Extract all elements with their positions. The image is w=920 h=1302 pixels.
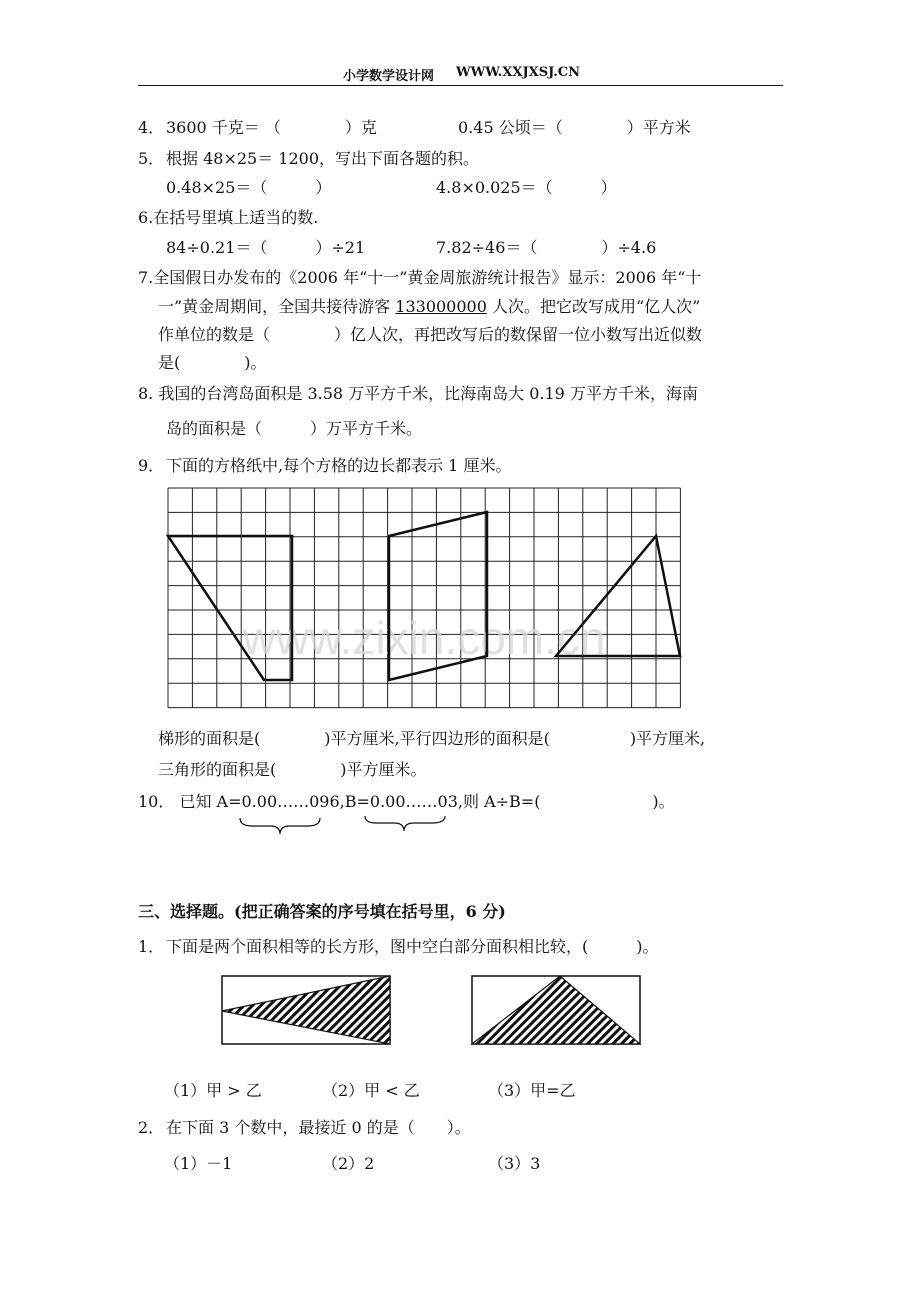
q6-text: 6.在括号里填上适当的数.: [138, 208, 319, 227]
q7-line3: 作单位的数是（ ）亿人次，再把改写后的数保留一位小数写出近似数: [158, 325, 703, 344]
q9-answer-line2: 三角形的面积是( )平方厘米。: [158, 760, 427, 779]
q7-line2-pre: 一”黄金周期间，全国共接待游客: [158, 297, 396, 316]
c2-number: 2．: [138, 1118, 165, 1137]
q5-number: 5．: [138, 149, 165, 168]
c1-option-3: （3）甲=乙: [488, 1081, 576, 1100]
q8-line1: 8. 我国的台湾岛面积是 3.58 万平方千米，比海南岛大 0.19 万平方千米，海南: [138, 384, 698, 403]
c1-option-1: （1）甲 > 乙: [164, 1081, 262, 1100]
q9-answer-line1: 梯形的面积是( )平方厘米,平行四边形的面积是( )平方厘米,: [158, 729, 706, 748]
header-site-name: 小学数学设计网: [343, 69, 435, 84]
q6-part-a: 84÷0.21＝（ ）÷21: [166, 238, 366, 257]
q9-text: 下面的方格纸中,每个方格的边长都表示 1 厘米。: [166, 456, 512, 475]
c2-text: 在下面 3 个数中，最接近 0 的是（ ）。: [166, 1118, 471, 1137]
c2-option-3: （3）3: [488, 1154, 541, 1173]
q5-part-b: 4.8×0.025＝（ ）: [436, 178, 617, 197]
c1-option-2: （2）甲 < 乙: [322, 1081, 420, 1100]
c1-number: 1．: [138, 937, 165, 956]
q4-number: 4．: [138, 118, 165, 137]
header-url: WWW.XXJXSJ.CN: [456, 65, 580, 80]
q10-text: 10． 已知 A=0.00……096,B=0.00……03,则 A÷B=( )。: [138, 792, 675, 811]
c2-option-1: （1）－1: [164, 1154, 233, 1173]
grid-watermark: www.zixin.com.cn: [242, 612, 606, 664]
q7-line1: 7.全国假日办发布的《2006 年“十一”黄金周旅游统计报告》显示：2006 年“十: [138, 268, 702, 287]
q7-line2-post: 人次。把它改写成用“亿人次”: [486, 297, 701, 316]
q5-text: 根据 48×25＝ 1200，写出下面各题的积。: [166, 149, 480, 168]
q6-part-b: 7.82÷46＝（ ）÷4.6: [436, 238, 657, 257]
q7-visitor-count: 133000000: [395, 297, 487, 316]
q4-right: 0.45 公顷＝（ ）平方米: [458, 118, 691, 137]
q5-part-a: 0.48×25＝（ ）: [166, 178, 332, 197]
q7-line4: 是( )。: [158, 353, 267, 372]
shaded-triangle-b: [472, 976, 640, 1044]
shaded-triangle-a: [222, 976, 390, 1044]
section3-title: 三、选择题。(把正确答案的序号填在括号里，6 分): [138, 902, 506, 921]
q9-number: 9．: [138, 456, 165, 475]
c1-text: 下面是两个面积相等的长方形，图中空白部分面积相比较，( )。: [166, 937, 659, 956]
q4-left: 3600 千克＝ （ ）克: [166, 118, 377, 137]
c2-option-2: （2）2: [322, 1154, 375, 1173]
q8-line2: 岛的面积是（ ）万平方千米。: [166, 419, 423, 438]
